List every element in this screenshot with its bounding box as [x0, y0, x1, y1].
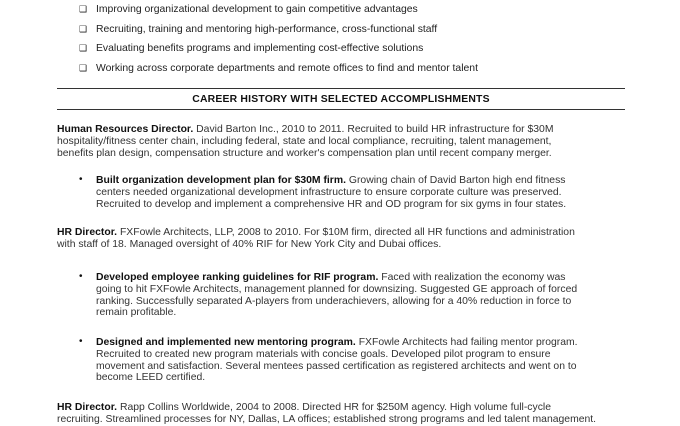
accomplishment-line: movement and satisfaction. Several mentees passed certification as registered architects and went on to [96, 360, 577, 372]
competency-item: Improving organizational development to gain competitive advantages [96, 4, 418, 15]
job-entry [57, 402, 625, 426]
accomplishment-line: centers needed organizational development infrastructure to ensure corporate culture was preserved. [96, 186, 562, 198]
accomplishment-lead: Designed and implemented new mentoring program. [96, 337, 356, 348]
accomplishment-line: Recruited to created new program materials with concise goals. Developed pilot program to ensure [96, 348, 551, 360]
accomplishment-line: FXFowle Architects had failing mentor program. [355, 337, 578, 348]
accomplishment-lead: Built organization development plan for $30M firm. [96, 175, 346, 186]
section-heading: CAREER HISTORY WITH SELECTED ACCOMPLISHMENTS [192, 94, 490, 105]
checkbox-icon: ❑ [79, 44, 88, 54]
job-title: Human Resources Director. [57, 124, 194, 135]
job-line: hospitality/fitness center chain, including federal, state and local compliance, recruiting, talent management, [57, 135, 552, 147]
accomplishment-line: ranking. Successfully separated A-players from underachievers, allowing for a 40% reduction in force to [96, 295, 572, 307]
job-line: Rapp Collins Worldwide, 2004 to 2008. Directed HR for $250M agency. High volume full-cycle [117, 402, 551, 413]
job-line: recruiting. Streamlined processes for NY, Dallas, LA offices; established strong programs and led talent management. [57, 413, 597, 425]
checkbox-icon: ❑ [79, 25, 88, 35]
accomplishment [96, 272, 624, 319]
competency-item: Recruiting, training and mentoring high-performance, cross-functional staff [96, 24, 438, 35]
bullet-icon: • [79, 271, 83, 282]
checkbox-icon: ❑ [79, 5, 88, 15]
job-line: with staff of 18. Managed oversight of 40% RIF for New York City and Dubai offices. [57, 238, 442, 250]
section-rule-bottom [57, 109, 625, 110]
job-entry [57, 124, 625, 159]
accomplishment-line: become LEED certified. [96, 372, 206, 384]
bullet-icon: • [79, 174, 83, 185]
accomplishment-lead: Developed employee ranking guidelines for RIF program. [96, 272, 379, 283]
job-line: FXFowle Architects, LLP, 2008 to 2010. For $10M firm, directed all HR functions and administration [117, 227, 575, 238]
bullet-icon: • [79, 336, 83, 347]
accomplishment [96, 175, 624, 210]
competency-item: Working across corporate departments and remote offices to find and mentor talent [96, 63, 478, 74]
accomplishment-line: Faced with realization the economy was [378, 272, 566, 283]
accomplishment-line: remain profitable. [96, 307, 177, 319]
accomplishment [96, 337, 624, 384]
job-title: HR Director. [57, 402, 118, 413]
job-title: HR Director. [57, 227, 118, 238]
job-line: benefits plan design, compensation structure and worker's compensation plan until recent company merger. [57, 147, 552, 159]
checkbox-icon: ❑ [79, 64, 88, 74]
accomplishment-line: Recruited to develop and implement a comprehensive HR and OD program for six gyms in four states. [96, 198, 567, 210]
section-rule-top [57, 88, 625, 89]
job-line: David Barton Inc., 2010 to 2011. Recruited to build HR infrastructure for $30M [193, 124, 554, 135]
accomplishment-line: going to hit FXFowle Architects, management planned for downsizing. Suggested GE approach of forced [96, 283, 578, 295]
job-entry [57, 227, 625, 251]
competency-item: Evaluating benefits programs and implementing cost-effective solutions [96, 43, 424, 54]
accomplishment-line: Growing chain of David Barton high end fitness [345, 175, 566, 186]
